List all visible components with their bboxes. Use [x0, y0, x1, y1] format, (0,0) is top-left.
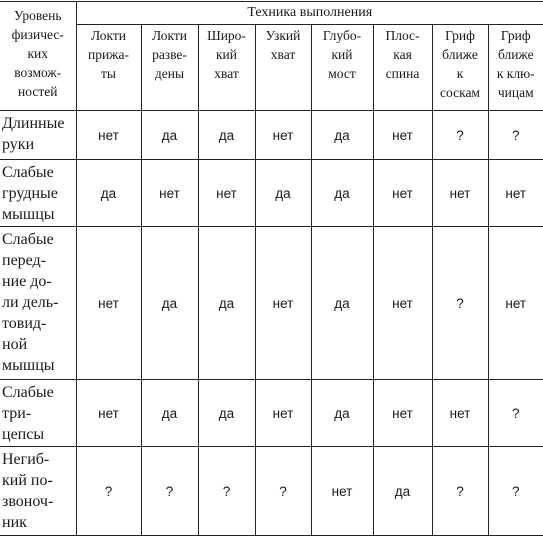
table-row: [0, 111, 543, 160]
row-label: Слабые три- цепсы: [0, 380, 76, 447]
header-col-4: Узкий хват: [255, 25, 311, 111]
table-cell: ?: [76, 447, 141, 536]
table-cell: да: [198, 227, 255, 380]
table-cell: нет: [76, 380, 141, 447]
header-col-7: Гриф ближе к соскам: [432, 25, 488, 111]
header-row-label: Уровень физичес- ких возмож- ностей: [0, 2, 76, 111]
table-cell: ?: [198, 447, 255, 536]
header-col-8: Гриф ближе к клю- чицам: [488, 25, 543, 111]
table-cell: нет: [198, 160, 255, 227]
table-cell: да: [76, 160, 141, 227]
table-cell: нет: [311, 447, 373, 536]
table-cell: да: [198, 111, 255, 160]
table-cell: ?: [432, 111, 488, 160]
table-cell: нет: [76, 111, 141, 160]
table-row: [0, 160, 543, 227]
header-span-title: Техника выполнения: [76, 2, 543, 25]
row-label: Слабые перед- ние до- ли дель- товид- ной мышцы: [0, 227, 76, 380]
table-cell: да: [373, 447, 432, 536]
table-cell: ?: [488, 111, 543, 160]
table-cell: ?: [255, 447, 311, 536]
table-cell: да: [141, 227, 198, 380]
table-cell: нет: [488, 227, 543, 380]
table-row: [0, 447, 543, 536]
table-cell: да: [311, 227, 373, 380]
table-cell: нет: [76, 227, 141, 380]
table-cell: ?: [488, 380, 543, 447]
table-cell: нет: [432, 160, 488, 227]
row-label: Слабые грудные мышцы: [0, 160, 76, 227]
table-cell: нет: [373, 227, 432, 380]
row-label: Негиб- кий по- звоноч- ник: [0, 447, 76, 536]
technique-table: [0, 1, 543, 536]
table-cell: да: [311, 160, 373, 227]
table-cell: нет: [373, 380, 432, 447]
table-cell: да: [311, 111, 373, 160]
table-cell: нет: [373, 160, 432, 227]
header-col-2: Локти разве- дены: [141, 25, 198, 111]
header-col-6: Плос- кая спина: [373, 25, 432, 111]
header-col-5: Глубо- кий мост: [311, 25, 373, 111]
header-col-1: Локти прижа- ты: [76, 25, 141, 111]
table-cell: ?: [141, 447, 198, 536]
table-cell: да: [198, 380, 255, 447]
table-cell: ?: [432, 447, 488, 536]
table-cell: нет: [255, 380, 311, 447]
header-col-3: Широ- кий хват: [198, 25, 255, 111]
table-row: [0, 227, 543, 380]
table-cell: нет: [432, 380, 488, 447]
table-cell: нет: [373, 111, 432, 160]
table-cell: ?: [432, 227, 488, 380]
table-cell: ?: [488, 447, 543, 536]
table-cell: да: [141, 380, 198, 447]
table-cell: нет: [255, 111, 311, 160]
table-cell: нет: [141, 160, 198, 227]
table-cell: да: [255, 160, 311, 227]
table-cell: нет: [255, 227, 311, 380]
table-cell: да: [141, 111, 198, 160]
table-row: [0, 380, 543, 447]
table-cell: да: [311, 380, 373, 447]
table-cell: нет: [488, 160, 543, 227]
row-label: Длинные руки: [0, 111, 76, 160]
